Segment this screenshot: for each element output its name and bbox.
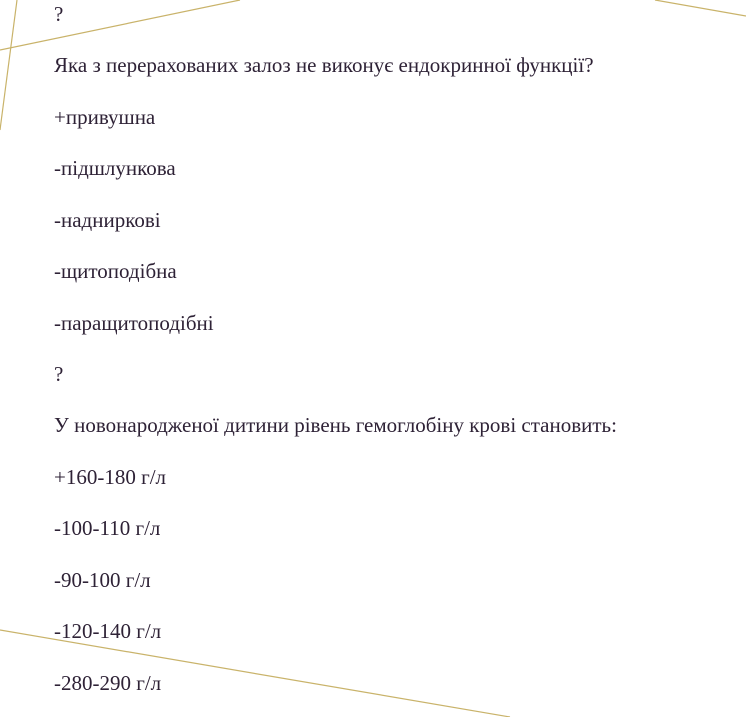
deco-line-top-left-vertical xyxy=(0,0,17,130)
q1-answer-option: -щитоподібна xyxy=(54,259,177,283)
question-2-text: У новонародженої дитини рівень гемоглобіну крові становить: xyxy=(54,413,617,437)
q2-answer-option: -280-290 г/л xyxy=(54,671,162,695)
q2-answer-option: -100-110 г/л xyxy=(54,516,161,540)
q1-answer-option: -наднирковi xyxy=(54,208,161,232)
question-marker-1: ? xyxy=(54,2,64,26)
q2-answer-option: -90-100 г/л xyxy=(54,568,151,592)
q1-answer-option: -підшлункова xyxy=(54,156,176,180)
q2-answer-option: -120-140 г/л xyxy=(54,619,162,643)
q1-answer-option: -паращитоподібні xyxy=(54,311,214,335)
question-marker-2: ? xyxy=(54,362,64,386)
q2-answer-correct: +160-180 г/л xyxy=(54,465,167,489)
q1-answer-correct: +привушна xyxy=(54,105,156,129)
deco-line-top-left-horizontal xyxy=(0,0,240,50)
deco-line-top-right xyxy=(655,0,746,16)
question-1-text: Яка з перерахованих залоз не виконує ендокринної функції? xyxy=(54,53,594,77)
